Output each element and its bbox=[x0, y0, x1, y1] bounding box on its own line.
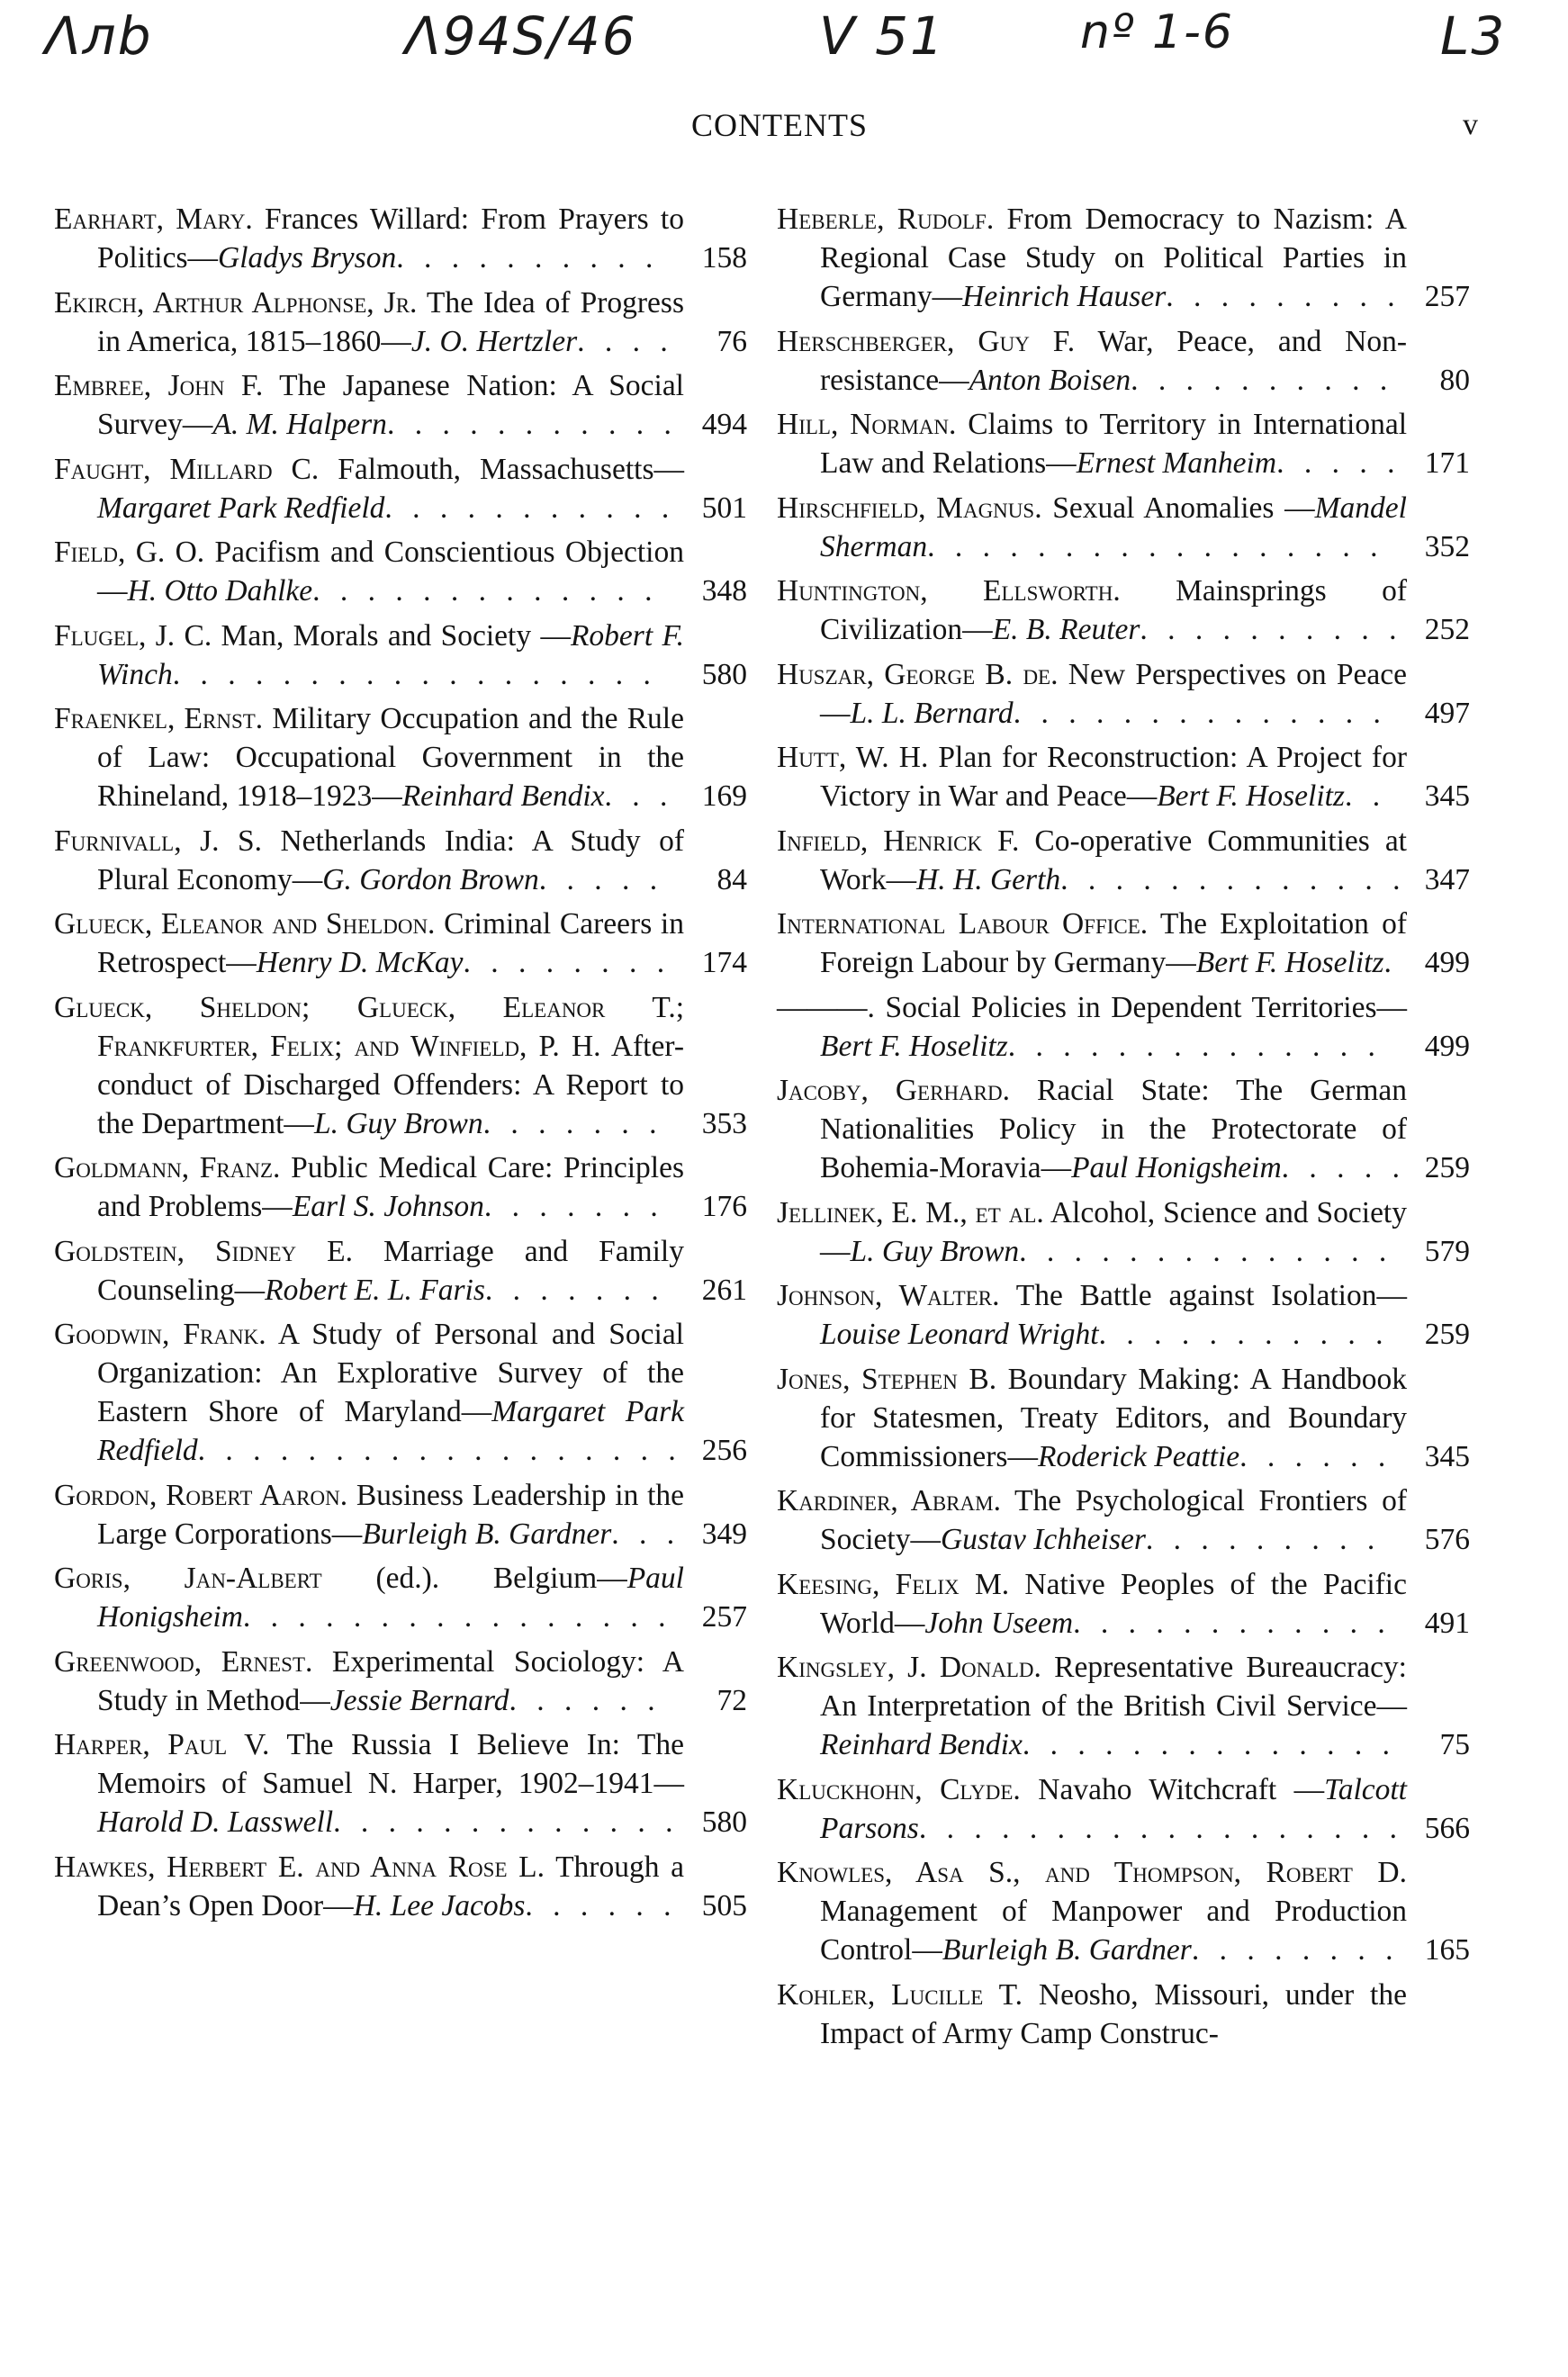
entry-author: Field, G. O. bbox=[54, 536, 205, 569]
entry-page: 256 bbox=[701, 1434, 747, 1467]
toc-entry bbox=[54, 1848, 747, 1925]
entry-title: Criminal Careers in Retrospect— bbox=[97, 907, 684, 979]
entry-page: 579 bbox=[1424, 1234, 1470, 1268]
entry-author: Huntington, Ellsworth. bbox=[777, 574, 1121, 608]
dot-leader: . . . . . . . . . . . . . . bbox=[1007, 1029, 1382, 1063]
entry-title: The Exploitation of Foreign Labour by Germany— bbox=[820, 907, 1407, 979]
toc-entry bbox=[777, 1481, 1470, 1559]
entry-reviewer: E. B. Reuter bbox=[992, 613, 1140, 646]
entry-title: Sexual Anomalies — bbox=[1041, 491, 1315, 525]
entry-title: Business Leadership in the Large Corporations— bbox=[97, 1478, 685, 1551]
toc-entry bbox=[777, 405, 1470, 482]
dot-leader: . . . . . . . . . . . . . bbox=[1060, 862, 1407, 896]
toc-entry bbox=[54, 1559, 747, 1636]
entry-page: 353 bbox=[701, 1106, 747, 1140]
dot-leader: . . . . . . . . . . . . . . bbox=[1019, 1234, 1393, 1268]
toc-entry bbox=[54, 200, 747, 277]
entry-title: The Russia I Believe In: The Memoirs of Samuel N. Harper, 1902–1941— bbox=[97, 1728, 684, 1800]
entry-page: 497 bbox=[1424, 696, 1470, 730]
entry-author: Knowles, Asa S., and Thompson, Robert D. bbox=[777, 1856, 1407, 1889]
entry-title: New Perspectives on Peace— bbox=[820, 657, 1408, 730]
left-column bbox=[54, 200, 747, 1931]
dot-leader: . . . . . . . . . . . . . . . . bbox=[242, 1600, 672, 1634]
annotation-3: V 51 bbox=[819, 5, 945, 67]
entry-author: Hill, Norman. bbox=[777, 408, 957, 441]
entry-reviewer: Paul Honigsheim bbox=[97, 1562, 684, 1634]
entry-page: 501 bbox=[701, 491, 747, 525]
entry-reviewer: Bert F. Hoselitz bbox=[820, 1029, 1008, 1063]
entry-title: War, Peace, and Non-resistance— bbox=[820, 324, 1408, 397]
page-title: CONTENTS bbox=[691, 107, 868, 143]
toc-entry bbox=[54, 905, 747, 982]
entry-reviewer: Anton Boisen bbox=[969, 363, 1131, 397]
entry-author: Jacoby, Gerhard. bbox=[777, 1074, 1010, 1107]
dot-leader: . . bbox=[1344, 779, 1387, 813]
entry-author: Greenwood, Ernest. bbox=[54, 1644, 313, 1679]
entry-author: Keesing, Felix M. bbox=[777, 1567, 1010, 1601]
entry-title: The Idea of Progress in America, 1815–1860— bbox=[97, 285, 684, 358]
entry-author: Faught, Millard C. bbox=[54, 452, 320, 486]
entry-page: 169 bbox=[701, 779, 747, 813]
entry-reviewer: H. H. Gerth bbox=[916, 862, 1061, 896]
entry-author: Heberle, Rudolf. bbox=[777, 203, 995, 236]
entry-title: Frances Willard: From Prayers to Politics— bbox=[97, 203, 684, 275]
entry-page: 494 bbox=[701, 408, 747, 441]
entry-reviewer: Louise Leonard Wright bbox=[820, 1318, 1099, 1351]
entry-reviewer: John Useem bbox=[924, 1606, 1074, 1640]
entry-author: Goris, Jan-Albert bbox=[54, 1562, 322, 1595]
entry-title: A Study of Personal and Social Organization: An Explorative Survey of the Eastern Shore of Maryland— bbox=[97, 1318, 684, 1428]
dot-leader: . . . . . . . . . . . . . . . . . bbox=[927, 529, 1384, 563]
entry-page: 345 bbox=[1424, 1439, 1470, 1473]
entry-reviewer: Jessie Bernard bbox=[329, 1683, 509, 1717]
entry-page: 158 bbox=[701, 241, 747, 275]
entry-author: International Labour Office. bbox=[777, 907, 1149, 941]
toc-entry bbox=[54, 1725, 747, 1841]
dot-leader: . . . bbox=[611, 1517, 681, 1551]
entry-reviewer: A. M. Halpern bbox=[212, 408, 387, 441]
entry-title: Claims to Territory in International Law and Relations— bbox=[820, 408, 1408, 480]
entry-reviewer: Paul Honigsheim bbox=[1071, 1151, 1282, 1184]
dot-leader: . . . . . bbox=[1276, 446, 1401, 480]
entry-title: Boundary Making: A Handbook for Statesmen, Treaty Editors, and Boundary Commissioners— bbox=[820, 1362, 1407, 1473]
toc-entry bbox=[777, 1071, 1470, 1187]
entry-page: 252 bbox=[1424, 613, 1470, 646]
dot-leader: . . . . . . . . . . bbox=[1131, 363, 1394, 397]
dot-leader: . . . . . . bbox=[509, 1683, 662, 1717]
toc-entry bbox=[777, 322, 1470, 400]
entry-title: Social Policies in Dependent Territories— bbox=[874, 990, 1407, 1024]
dot-leader: . . . . . . bbox=[525, 1888, 678, 1922]
entry-author: Ekirch, Arthur Alphonse, Jr. bbox=[54, 285, 418, 320]
entry-reviewer: L. Guy Brown bbox=[313, 1106, 483, 1140]
entry-page: 348 bbox=[701, 574, 747, 608]
toc-entry bbox=[54, 1643, 747, 1720]
dot-leader: . . . . . bbox=[1281, 1151, 1407, 1184]
entry-page: 176 bbox=[701, 1190, 747, 1223]
dot-leader: . . . . . . . . . . . bbox=[1098, 1318, 1390, 1351]
annotation-5: L3 bbox=[1440, 5, 1507, 67]
dot-leader: . . . . . . . . . . . . . . . . . . bbox=[197, 1434, 682, 1467]
entry-author: Harper, Paul V. bbox=[54, 1728, 270, 1761]
entry-page: 72 bbox=[716, 1683, 747, 1717]
entry-reviewer: Reinhard Bendix bbox=[401, 779, 605, 813]
entry-title: Man, Morals and Society — bbox=[212, 618, 571, 653]
entry-title: The Japanese Nation: A Social Survey— bbox=[97, 369, 684, 441]
entry-title: Co-operative Communities at Work— bbox=[820, 824, 1407, 896]
annotation-2: Λ94S/46 bbox=[405, 5, 637, 67]
entry-page: 347 bbox=[1424, 862, 1470, 896]
toc-entry bbox=[54, 284, 747, 361]
contents-columns bbox=[54, 200, 1512, 2342]
entry-title: Mainsprings of Civilization— bbox=[820, 574, 1407, 646]
entry-author: Fraenkel, Ernst. bbox=[54, 702, 264, 735]
entry-reviewer: Talcott Parsons bbox=[820, 1772, 1407, 1845]
page-number: v bbox=[1463, 108, 1478, 141]
entry-author: Goldstein, Sidney E. bbox=[54, 1234, 353, 1268]
entry-reviewer: Robert F. Winch bbox=[97, 618, 684, 691]
entry-author: Jellinek, E. M., et al. bbox=[777, 1195, 1044, 1229]
dot-leader: . . . . . . . . . . . bbox=[384, 491, 676, 525]
entry-reviewer: H. Otto Dahlke bbox=[127, 574, 313, 608]
toc-entry bbox=[777, 988, 1470, 1066]
toc-entry bbox=[777, 489, 1470, 566]
dot-leader: . . . . . . . bbox=[483, 1190, 664, 1223]
page-header bbox=[63, 106, 1496, 160]
entry-author: Goldmann, Franz. bbox=[54, 1151, 281, 1184]
entry-author: Infield, Henrick F. bbox=[777, 824, 1020, 858]
dot-leader: . . . . . . . . . . . bbox=[386, 408, 678, 441]
entry-author: ———. bbox=[777, 990, 875, 1024]
entry-title: Public Medical Care: Principles and Problems— bbox=[97, 1151, 684, 1223]
entry-title: Management of Manpower and Production Control— bbox=[820, 1895, 1407, 1967]
entry-reviewer: Reinhard Bendix bbox=[820, 1728, 1023, 1761]
toc-entry bbox=[54, 1476, 747, 1553]
entry-reviewer: Gustav Ichheiser bbox=[940, 1523, 1146, 1556]
entry-title: Alcohol, Science and Society— bbox=[820, 1195, 1407, 1268]
entry-author: Jones, Stephen B. bbox=[777, 1362, 997, 1396]
entry-author: Herschberger, Guy F. bbox=[777, 324, 1076, 358]
entry-author: Earhart, Mary. bbox=[54, 203, 253, 236]
entry-title: The Psychological Frontiers of Society— bbox=[820, 1484, 1408, 1556]
entry-title: Plan for Reconstruction: A Project for Victory in War and Peace— bbox=[820, 741, 1407, 813]
entry-page: 566 bbox=[1424, 1811, 1470, 1845]
toc-entry bbox=[777, 200, 1470, 316]
entry-reviewer: Margaret Park Redfield bbox=[97, 491, 385, 525]
entry-page: 499 bbox=[1424, 1029, 1470, 1063]
entry-page: 257 bbox=[1424, 280, 1470, 313]
right-column bbox=[777, 200, 1470, 2058]
entry-page: 259 bbox=[1424, 1318, 1470, 1351]
dot-leader: . . . . . . . . . . bbox=[1140, 613, 1403, 646]
entry-author: Kardiner, Abram. bbox=[777, 1484, 1001, 1517]
toc-entry bbox=[54, 1148, 747, 1226]
dot-leader: . . . . . . . . . . . . bbox=[1073, 1606, 1392, 1640]
entry-title: After-conduct of Discharged Offenders: A Report to the Department— bbox=[97, 1029, 684, 1140]
entry-reviewer: L. L. Bernard bbox=[850, 696, 1014, 730]
dot-leader: . . . . . bbox=[538, 862, 664, 896]
entry-page: 576 bbox=[1424, 1523, 1470, 1556]
entry-reviewer: Ernest Manheim bbox=[1076, 446, 1277, 480]
entry-author: Goodwin, Frank. bbox=[54, 1318, 266, 1351]
toc-entry bbox=[54, 1232, 747, 1310]
entry-page: 171 bbox=[1424, 446, 1470, 480]
dot-leader: . . . . . . . . . . bbox=[396, 241, 660, 275]
entry-reviewer: G. Gordon Brown bbox=[322, 862, 539, 896]
handwritten-annotation bbox=[45, 5, 1550, 104]
dot-leader: . . . . . . . . . . . . . bbox=[312, 574, 659, 608]
toc-entry bbox=[777, 1276, 1470, 1354]
entry-title: Neosho, Missouri, under the Impact of Army Camp Construc- bbox=[820, 1977, 1407, 2050]
entry-author: Glueck, Eleanor and Sheldon. bbox=[54, 907, 436, 941]
entry-reviewer: Gladys Bryson bbox=[218, 241, 397, 275]
entry-page: 580 bbox=[701, 657, 747, 691]
entry-author: Gordon, Robert Aaron. bbox=[54, 1478, 348, 1512]
toc-entry bbox=[777, 1193, 1470, 1271]
dot-leader: . . . . . . . bbox=[484, 1273, 665, 1307]
toc-entry bbox=[54, 822, 747, 899]
toc-entry bbox=[777, 1565, 1470, 1643]
dot-leader: . . . . . . . . . . . . . . . . . . bbox=[172, 657, 657, 691]
dot-leader: . . . bbox=[604, 779, 674, 813]
dot-leader: . . . . . . . . . bbox=[1145, 1523, 1382, 1556]
entry-page: 505 bbox=[701, 1888, 747, 1922]
entry-author: Furnivall, J. S. bbox=[54, 824, 262, 858]
entry-author: Huszar, George B. de. bbox=[777, 657, 1059, 691]
toc-entry bbox=[777, 1853, 1470, 1969]
dot-leader: . . . . . . . . . bbox=[1166, 280, 1401, 313]
entry-title: Native Peoples of the Pacific World— bbox=[820, 1567, 1407, 1640]
toc-entry bbox=[54, 450, 747, 527]
entry-reviewer: Earl S. Johnson bbox=[292, 1190, 484, 1223]
entry-title: Experimental Sociology: A Study in Method— bbox=[97, 1644, 684, 1717]
entry-page: 261 bbox=[701, 1273, 747, 1307]
entry-page: 76 bbox=[716, 324, 747, 358]
entry-page: 174 bbox=[701, 946, 747, 979]
entry-title: Pacifism and Conscientious Objection— bbox=[97, 536, 684, 608]
dot-leader: . . . . . . bbox=[1239, 1439, 1392, 1473]
dot-leader: . . . . . . . . bbox=[463, 946, 671, 979]
entry-page: 80 bbox=[1439, 363, 1470, 397]
entry-author: Hawkes, Herbert E. and Anna Rose L. bbox=[54, 1850, 545, 1884]
toc-entry bbox=[54, 988, 747, 1143]
dot-leader: . bbox=[1383, 946, 1398, 979]
entry-page: 259 bbox=[1424, 1151, 1470, 1184]
dot-leader: . . . . . . . . . . . . . . bbox=[1013, 696, 1387, 730]
entry-author: Hirschfield, Magnus. bbox=[777, 491, 1042, 525]
toc-entry bbox=[777, 572, 1470, 649]
entry-author: Kohler, Lucille T. bbox=[777, 1977, 1023, 2012]
dot-leader: . . . . . . . . . . . . . . . . . . bbox=[918, 1811, 1403, 1845]
entry-title: Military Occupation and the Rule of Law: Occupational Government in the Rhineland, 1918–1923— bbox=[97, 702, 684, 813]
entry-reviewer: Margaret Park Redfield bbox=[97, 1395, 684, 1467]
entry-title: Navaho Witchcraft — bbox=[1020, 1772, 1325, 1806]
entry-title: From Democracy to Nazism: A Regional Case Study on Political Parties in Germany— bbox=[820, 203, 1407, 313]
entry-page: 349 bbox=[701, 1517, 747, 1551]
dot-leader: . . . . . . . . . . . . . . bbox=[1022, 1728, 1396, 1761]
dot-leader: . . . . . . . . bbox=[1191, 1933, 1400, 1967]
dot-leader: . . . . bbox=[577, 324, 674, 358]
entry-reviewer: Burleigh B. Gardner bbox=[942, 1933, 1192, 1967]
entry-title: Marriage and Family Counseling— bbox=[97, 1234, 684, 1307]
entry-reviewer: J. O. Hertzler bbox=[410, 324, 578, 358]
entry-title: Netherlands India: A Study of Plural Economy— bbox=[97, 824, 685, 896]
dot-leader: . . . . . . . bbox=[482, 1106, 663, 1140]
toc-entry bbox=[777, 822, 1470, 899]
toc-entry bbox=[54, 617, 747, 694]
toc-entry bbox=[54, 699, 747, 815]
toc-entry bbox=[54, 366, 747, 444]
entry-page: 580 bbox=[701, 1805, 747, 1839]
entry-title: Racial State: The German Nationalities Policy in the Protectorate of Bohemia-Moravia— bbox=[820, 1074, 1407, 1184]
entry-page: 345 bbox=[1424, 779, 1470, 813]
entry-reviewer: Bert F. Hoselitz bbox=[1195, 946, 1384, 979]
entry-reviewer: Robert E. L. Faris bbox=[265, 1273, 485, 1307]
entry-page: 165 bbox=[1424, 1933, 1470, 1967]
entry-author: Johnson, Walter. bbox=[777, 1279, 1000, 1312]
entry-reviewer: H. Lee Jacobs bbox=[353, 1888, 526, 1922]
annotation-4: nº 1-6 bbox=[1080, 5, 1234, 59]
toc-entry bbox=[777, 905, 1470, 982]
entry-title: (ed.). Belgium— bbox=[321, 1562, 627, 1595]
toc-entry bbox=[777, 1360, 1470, 1476]
entry-author: Kingsley, J. Donald. bbox=[777, 1651, 1041, 1684]
entry-reviewer: L. Guy Brown bbox=[850, 1234, 1020, 1268]
toc-entry bbox=[54, 533, 747, 610]
entry-page: 499 bbox=[1424, 946, 1470, 979]
toc-entry bbox=[777, 655, 1470, 733]
toc-entry bbox=[777, 1976, 1470, 2053]
entry-author: Hutt, W. H. bbox=[777, 741, 929, 774]
entry-reviewer: Henry D. McKay bbox=[256, 946, 464, 979]
entry-reviewer: Mandel Sherman bbox=[820, 491, 1407, 563]
entry-page: 257 bbox=[701, 1600, 747, 1634]
dot-leader: . . . . . . . . . . . . . bbox=[333, 1805, 680, 1839]
entry-page: 75 bbox=[1439, 1728, 1470, 1761]
entry-title: The Battle against Isolation— bbox=[999, 1279, 1407, 1312]
entry-title: Representative Bureaucracy: An Interpretation of the British Civil Service— bbox=[820, 1651, 1407, 1723]
entry-page: 491 bbox=[1424, 1606, 1470, 1640]
entry-author: Embree, John F. bbox=[54, 369, 264, 402]
entry-reviewer: Roderick Peattie bbox=[1037, 1439, 1240, 1473]
toc-entry bbox=[777, 1770, 1470, 1848]
entry-page: 84 bbox=[716, 862, 747, 896]
entry-author: Kluckhohn, Clyde. bbox=[777, 1772, 1021, 1806]
entry-page: 352 bbox=[1424, 529, 1470, 563]
entry-reviewer: Burleigh B. Gardner bbox=[362, 1517, 612, 1551]
entry-reviewer: Harold D. Lasswell bbox=[97, 1805, 334, 1839]
entry-author: Flugel, J. C. bbox=[54, 618, 212, 653]
entry-title: Through a Dean’s Open Door— bbox=[97, 1850, 684, 1922]
annotation-1: Λлb bbox=[45, 5, 153, 67]
entry-reviewer: Bert F. Hoselitz bbox=[1157, 779, 1345, 813]
toc-entry bbox=[777, 1648, 1470, 1764]
entry-title: Falmouth, Massachusetts— bbox=[319, 452, 684, 486]
toc-entry bbox=[54, 1315, 747, 1470]
entry-reviewer: Heinrich Hauser bbox=[962, 280, 1167, 313]
toc-entry bbox=[777, 738, 1470, 815]
entry-author: Glueck, Sheldon; Glueck, Eleanor T.; Frankfurter, Felix; and Winfield, P. H. bbox=[54, 990, 684, 1063]
